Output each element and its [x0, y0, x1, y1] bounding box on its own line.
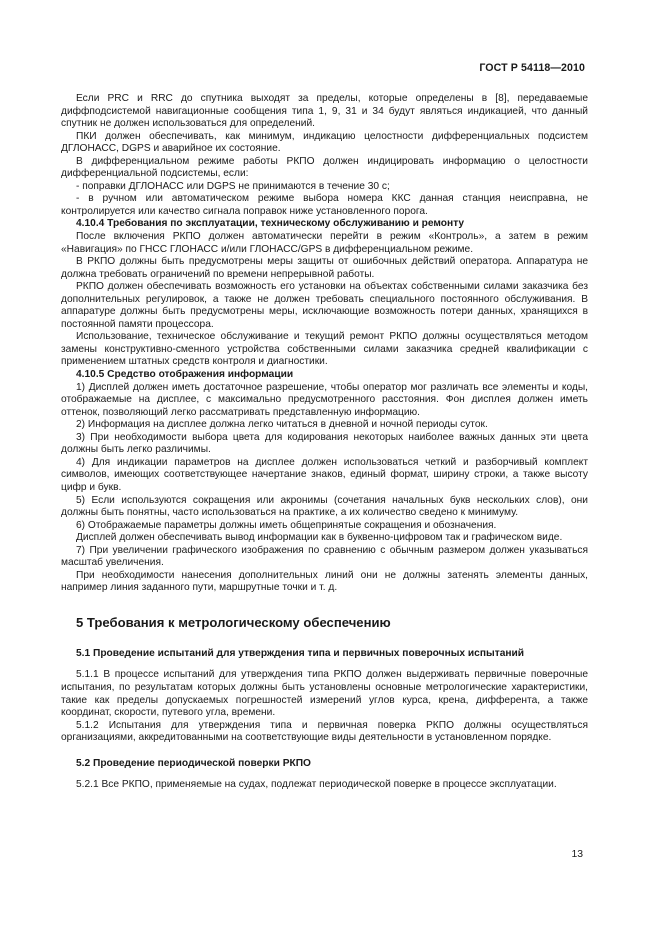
paragraph-pki-integrity: ПКИ должен обеспечивать, как минимум, индикацию целостности дифференциальных подсистем ДГЛОНАСС, DGPS и аварийное их состояние. [61, 130, 588, 155]
display-item-3: 3) При необходимости выбора цвета для кодирования некоторых наиболее важных данных эти цвета должны быть легко различимы. [61, 431, 588, 456]
paragraph-operator-protection: В РКПО должны быть предусмотрены меры защиты от ошибочных действий оператора. Аппаратура не должна требовать ограничений по времени непрерывной работы. [61, 256, 588, 280]
paragraph-5-1-1: 5.1.1 В процессе испытаний для утверждения типа РКПО должен выдерживать первичные поверочные испытания, по результатам которых должны быть установлены основные метрологические характеристики, такие как пределы допускаемых погрешностей измерений углов курса, крена, дифферента, а также координат, скорости, путевого угла, времени. [61, 669, 588, 719]
heading-5-1: 5.1 Проведение испытаний для утверждения типа и первичных поверочных испытаний [76, 647, 525, 659]
display-item-1: 1) Дисплей должен иметь достаточное разрешение, чтобы оператор мог различать все элементы и коды, отображаемые на дисплее, с максимально предусмотренного расстояния. Фон дисплея должен иметь оттенок, позволяющий легко рассматривать представленную информацию. [61, 381, 588, 418]
paragraph-maintenance: Использование, техническое обслуживание и текущий ремонт РКПО должны осуществляться методом замены конструктивно-сменного устройства собственными силами заказчика средней квалификации с применением штатных средств контроля и диагностики. [61, 331, 588, 368]
display-item-4: 4) Для индикации параметров на дисплее должен использоваться четкий и разборчивый комплект символов, имеющих соответствующее начертание знаков, единый формат, ширину строки, а также высоту цифр и букв. [61, 456, 588, 493]
paragraph-5-1-2: 5.1.2 Испытания для утверждения типа и первичная поверка РКПО должны осуществляться организациями, аккредитованными на соответствующие виды деятельности в установленном порядке. [61, 719, 588, 744]
page-number: 13 [571, 849, 583, 860]
paragraph-installation: РКПО должен обеспечивать возможность его установки на объектах собственными силами заказчика без дополнительных регулировок, а также не должен требовать специального постоянного обслуживания. В аппаратуре должны быть предусмотрены меры, исключающие возможность потери данных, хранящихся в постоянной памяти процессора. [61, 281, 588, 330]
page-content [61, 93, 588, 792]
heading-5-2: 5.2 Проведение периодической поверки РКПО [76, 757, 311, 769]
list-item-corrections: - поправки ДГЛОНАСС или DGPS не принимаются в течение 30 с; [76, 180, 390, 192]
paragraph-startup-mode: После включения РКПО должен автоматически перейти в режим «Контроль», а затем в режим «Навигация» по ГНСС ГЛОНАСС и/или ГЛОНАСС/GPS в дифференциальном режиме. [61, 231, 588, 255]
paragraph-prc-rrc: Если PRC и RRC до спутника выходят за пределы, которые определены в [8], передаваемые диффподсистемой навигационные сообщения типа 1, 9, 31 и 34 будут являться индикацией, что данный спутник не должен использоваться для определений. [61, 93, 588, 130]
display-item-2: 2) Информация на дисплее должна легко читаться в дневной и ночной периоды суток. [76, 419, 488, 431]
paragraph-5-2-1: 5.2.1 Все РКПО, применяемые на судах, подлежат периодической поверке в процессе эксплуатации. [76, 779, 557, 791]
heading-4-10-4: 4.10.4 Требования по эксплуатации, техническому обслуживанию и ремонту [76, 218, 465, 230]
standard-code-header: ГОСТ Р 54118—2010 [479, 62, 585, 74]
list-item-station-fault: - в ручном или автоматическом режиме выбора номера ККС данная станция неисправна, не контролируется или качество сигнала поправок ниже установленного порога. [61, 193, 588, 217]
display-lines-paragraph: При необходимости нанесения дополнительных линий они не должны затенять элементы данных, например линия заданного пути, маршрутные точки и т. д. [61, 569, 588, 594]
display-item-5: 5) Если используются сокращения или акронимы (сочетания начальных букв нескольких слов), они должны быть понятны, часто использоваться на практике, а их количество сведено к минимуму. [61, 494, 588, 519]
display-item-6: 6) Отображаемые параметры должны иметь общепринятые сокращения и обозначения. [76, 519, 497, 531]
heading-4-10-5: 4.10.5 Средство отображения информации [76, 369, 294, 381]
display-item-7: 7) При увеличении графического изображения по сравнению с обычным размером должен указываться масштаб увеличения. [61, 544, 588, 569]
display-output-paragraph: Дисплей должен обеспечивать вывод информации как в буквенно-цифровом так и графическом виде. [76, 532, 563, 544]
paragraph-differential-mode: В дифференциальном режиме работы РКПО должен индицировать информацию о целостности дифференциальной подсистемы, если: [61, 155, 588, 180]
section-5-title: 5 Требования к метрологическому обеспечению [76, 614, 391, 630]
